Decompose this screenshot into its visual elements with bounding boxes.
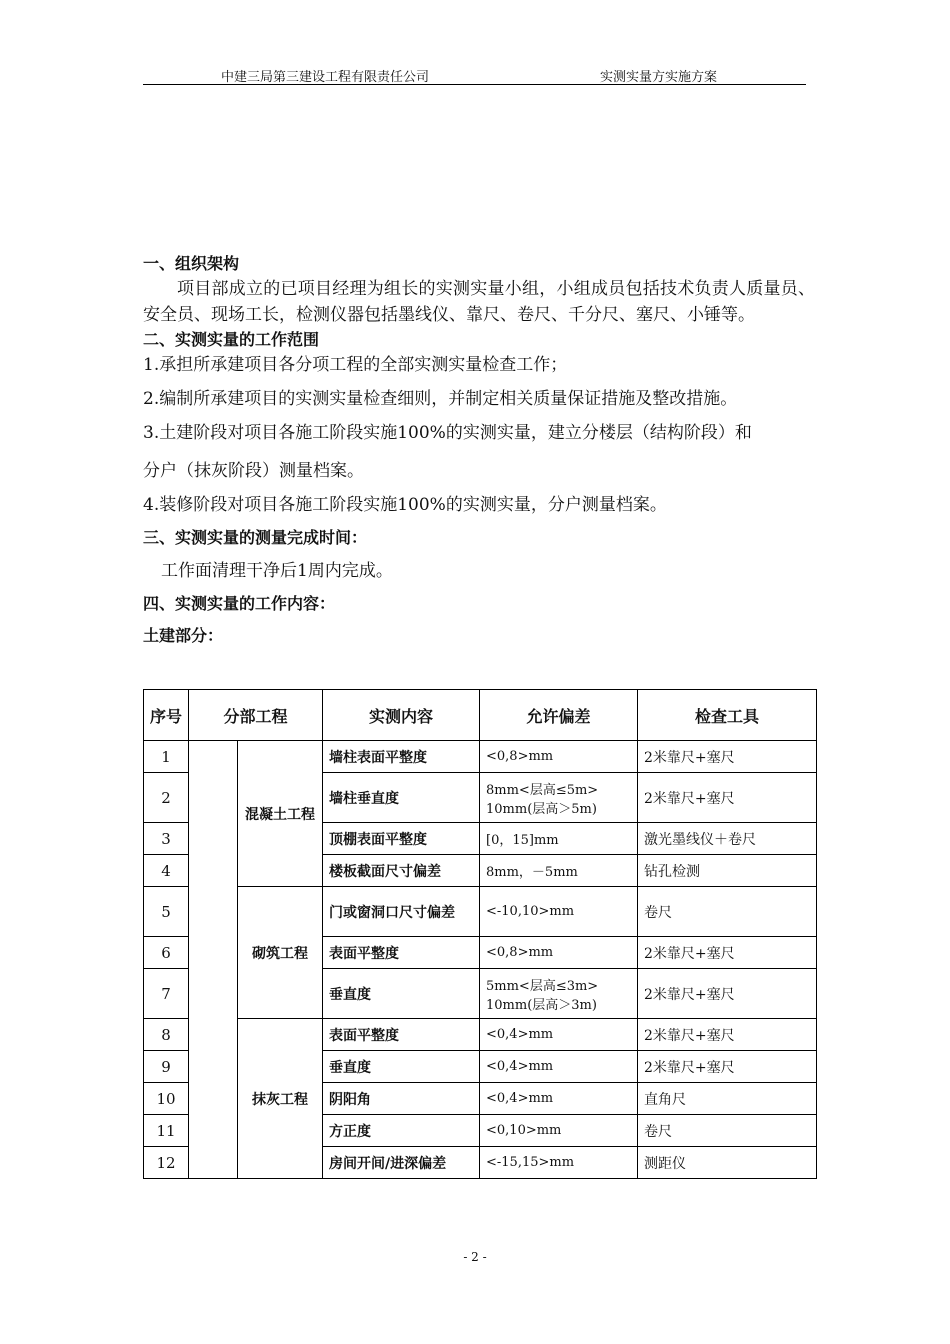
section-1-body: 项目部成立的已项目经理为组长的实测实量小组，小组成员包括技术负责人质量员、安全员、现场工长，检测仪器包括墨线仪、靠尺、卷尺、千分尺、塞尺、小锤等。: [143, 279, 815, 325]
cell-tool: 2米靠尺+塞尺: [638, 1051, 817, 1083]
table-row: [144, 887, 817, 937]
measurement-table: [143, 689, 817, 1179]
cell-item: 墙柱垂直度: [323, 773, 480, 823]
tolerance-line: 10mm(层高＞3m): [486, 997, 597, 1013]
cell-no: 5: [144, 887, 189, 937]
cell-tolerance: [0，15]mm: [480, 823, 638, 855]
cell-no: 11: [144, 1115, 189, 1147]
header-division: 分部工程: [189, 690, 323, 741]
cell-tool: 2米靠尺+塞尺: [638, 1019, 817, 1051]
section-1-title: 一、组织架构: [143, 254, 240, 273]
cell-tool: 2米靠尺+塞尺: [638, 969, 817, 1019]
cell-tool: 2米靠尺+塞尺: [638, 741, 817, 773]
group-concrete: 混凝土工程: [238, 741, 323, 887]
cell-item: 楼板截面尺寸偏差: [323, 855, 480, 887]
header-tolerance: 允许偏差: [480, 690, 638, 741]
page-number: - 2 -: [463, 1250, 487, 1264]
cell-tolerance: <0,8>mm: [480, 741, 638, 773]
group-plastering: 抹灰工程: [238, 1019, 323, 1179]
cell-tolerance: [480, 969, 638, 1019]
section-3-body: 工作面清理干净后1周内完成。: [161, 561, 393, 581]
cell-item: 门或窗洞口尺寸偏差: [323, 887, 480, 937]
page-header: [143, 64, 806, 85]
cell-no: 3: [144, 823, 189, 855]
cell-item: 垂直度: [323, 1051, 480, 1083]
section-3-title: 三、实测实量的测量完成时间：: [143, 528, 368, 547]
table-row: [144, 741, 817, 773]
cell-tolerance: <0,4>mm: [480, 1051, 638, 1083]
document-body: [143, 252, 815, 648]
cell-no: 4: [144, 855, 189, 887]
cell-item: 墙柱表面平整度: [323, 741, 480, 773]
cell-item: 顶棚表面平整度: [323, 823, 480, 855]
cell-tolerance: <0,8>mm: [480, 937, 638, 969]
section-4-title: 四、实测实量的工作内容：: [143, 594, 336, 613]
cell-tool: 卷尺: [638, 1115, 817, 1147]
cell-no: 6: [144, 937, 189, 969]
cell-no: 8: [144, 1019, 189, 1051]
section-2-item: 分户（抹灰阶段）测量档案。: [143, 461, 364, 481]
cell-tolerance: [480, 773, 638, 823]
cell-no: 10: [144, 1083, 189, 1115]
cell-tool: 钻孔检测: [638, 855, 817, 887]
cell-tolerance: 8mm，－5mm: [480, 855, 638, 887]
cell-tolerance: <-10,10>mm: [480, 887, 638, 937]
cell-tool: 测距仪: [638, 1147, 817, 1179]
cell-tool: 2米靠尺+塞尺: [638, 773, 817, 823]
section-2-item: 1.承担所承建项目各分项工程的全部实测实量检查工作；: [143, 355, 568, 375]
cell-tool: 激光墨线仪＋卷尺: [638, 823, 817, 855]
section-2-item: 2.编制所承建项目的实测实量检查细则，并制定相关质量保证措施及整改措施。: [143, 389, 738, 409]
header-no: 序号: [144, 690, 189, 741]
table-header-row: [144, 690, 817, 741]
cell-no: 9: [144, 1051, 189, 1083]
cell-tolerance: <0,4>mm: [480, 1083, 638, 1115]
cell-item: 表面平整度: [323, 1019, 480, 1051]
cell-tolerance: <0,10>mm: [480, 1115, 638, 1147]
group-masonry: 砌筑工程: [238, 887, 323, 1019]
section-4-subtitle: 土建部分：: [143, 626, 224, 645]
section-2-title: 二、实测实量的工作范围: [143, 330, 320, 349]
cell-item: 垂直度: [323, 969, 480, 1019]
header-tool: 检查工具: [638, 690, 817, 741]
tolerance-line: 5mm<层高≤3m>: [486, 978, 599, 994]
cell-tolerance: <-15,15>mm: [480, 1147, 638, 1179]
cell-no: 1: [144, 741, 189, 773]
cell-tool: 2米靠尺+塞尺: [638, 937, 817, 969]
cell-no: 7: [144, 969, 189, 1019]
tolerance-line: 10mm(层高＞5m): [486, 801, 597, 817]
cell-no: 2: [144, 773, 189, 823]
tolerance-line: 8mm<层高≤5m>: [486, 782, 599, 798]
header-item: 实测内容: [323, 690, 480, 741]
cell-item: 房间开间/进深偏差: [323, 1147, 480, 1179]
header-doc-title: 实测实量方实施方案: [600, 70, 718, 85]
cell-tolerance: <0,4>mm: [480, 1019, 638, 1051]
cell-tool: 直角尺: [638, 1083, 817, 1115]
cell-item: 阴阳角: [323, 1083, 480, 1115]
section-2-item: 3.土建阶段对项目各施工阶段实施100%的实测实量，建立分楼层（结构阶段）和: [143, 423, 752, 443]
section-2-item: 4.装修阶段对项目各施工阶段实施100%的实测实量，分户测量档案。: [143, 495, 667, 515]
cell-blank: [189, 741, 238, 1179]
header-company: 中建三局第三建设工程有限责任公司: [221, 70, 430, 85]
cell-item: 表面平整度: [323, 937, 480, 969]
cell-no: 12: [144, 1147, 189, 1179]
cell-item: 方正度: [323, 1115, 480, 1147]
cell-tool: 卷尺: [638, 887, 817, 937]
table-row: [144, 1019, 817, 1051]
